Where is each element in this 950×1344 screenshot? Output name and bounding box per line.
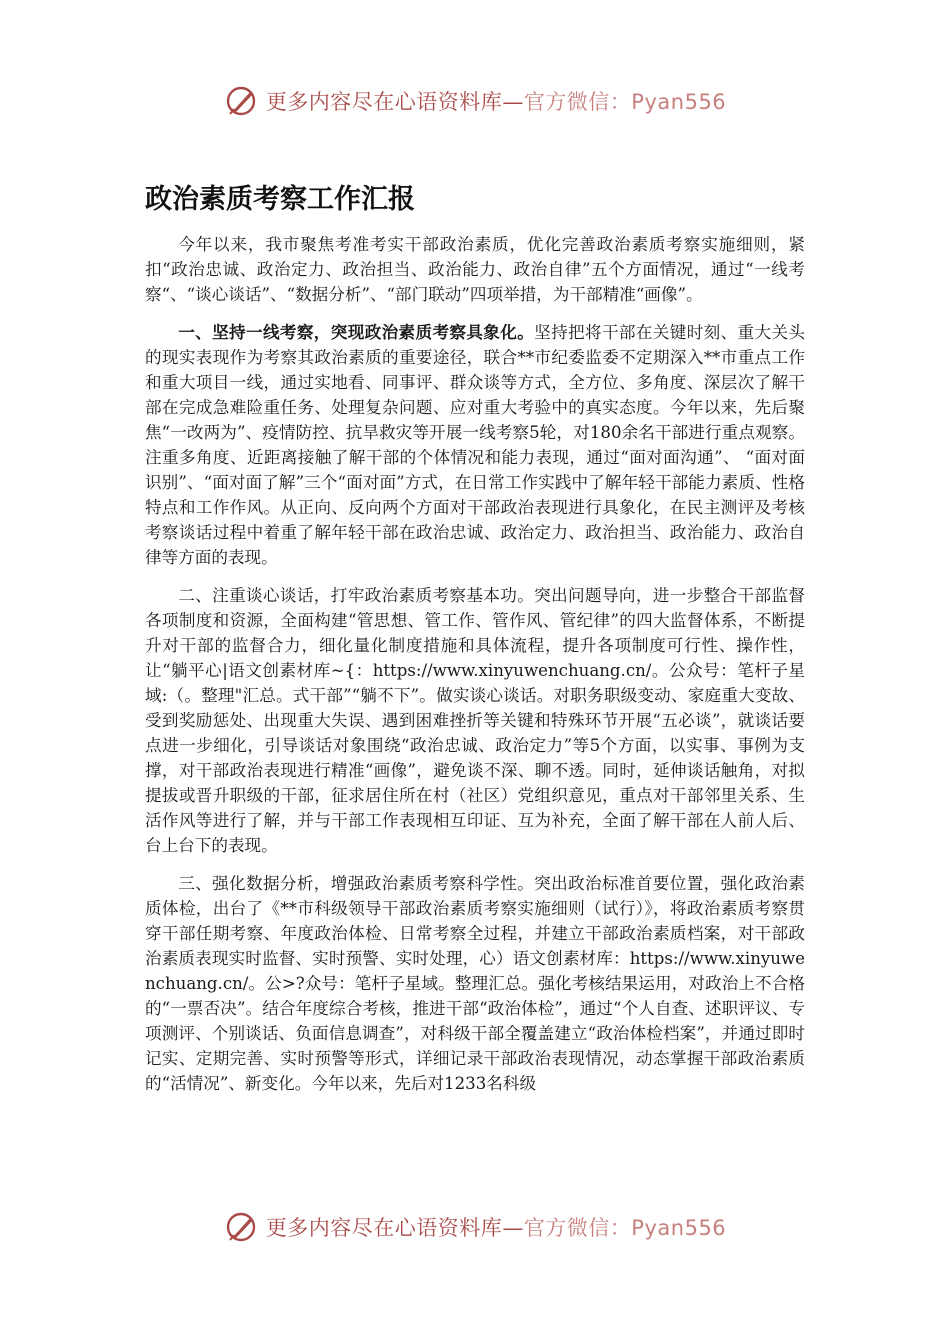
- banner-text: 更多内容尽在心语资料库—官方微信：Pyan556: [265, 90, 727, 114]
- document-title: 政治素质考察工作汇报: [145, 184, 415, 215]
- body-paragraph-section-3: 三、强化数据分析，增强政治素质考察科学性。突出政治标准首要位置，强化政治素质体检，出台了《**市科级领导干部政治素质考察实施细则（试行）》，将政治素质考察贯穿干部任期考察、年度政治体检、日常考察全过程，并建立干部政治素质档案，对干部政治素质表现实时监督、实时预警、实时处理，心）语文创素材库：https://www.xinyuwenchuang.cn/。公>?众号：笔杆子星域。整理汇总。强化考核结果运用，对政治上不合格的“一票否决”。结合年度综合考核，推进干部“政治体检”，通过“个人自查、述职评议、专项测评、个别谈话、负面信息调查”，对科级干部全覆盖建立“政治体检档案”，并通过即时记实、定期完善、实时预警等形式，详细记录干部政治表现情况，动态掌握干部政治素质的“活情况”、新变化。今年以来，先后对1233名科级: [145, 874, 805, 1093]
- banner-text: 更多内容尽在心语资料库—官方微信：Pyan556: [265, 1216, 727, 1240]
- body-paragraph-intro: 今年以来，我市聚焦考准考实干部政治素质，优化完善政治素质考察实施细则，紧扣“政治忠诚、政治定力、政治担当、政治能力、政治自律”五个方面情况，通过“一线考察“、“谈心谈话”、“数据分析”、“部门联动”四项举措，为干部精准“画像”。: [145, 235, 805, 304]
- footer-watermark-banner: [0, 1210, 950, 1244]
- body-paragraph-section-2: 二、注重谈心谈话，打牢政治素质考察基本功。突出问题导向，进一步整合干部监督各项制度和资源，全面构建“管思想、管工作、管作风、管纪律”的四大监督体系，不断提升对干部的监督合力，细化量化制度措施和具体流程，提升各项制度可行性、操作性，让“躺平心|语文创素材库~{：https://www.xinyuwenchuang.cn/。公众号：笔杆子星域:（。整理"汇总。式干部”“躺不下”。做实谈心谈话。对职务职级变动、家庭重大变故、受到奖励惩处、出现重大失误、遇到困难挫折等关键和特殊环节开展“五必谈”，就谈话要点进一步细化，引导谈话对象围绕“政治忠诚、政治定力”等5个方面，以实事、事例为支撑，对干部政治表现进行精准“画像”，避免谈不深、聊不透。同时，延伸谈话触角，对拟提拔或晋升职级的干部，征求居住所在村（社区）党组织意见，重点对干部邻里关系、生活作风等进行了解，并与干部工作表现相互印证、互为补充，全面了解干部在人前人后、台上台下的表现。: [145, 586, 805, 855]
- quill-logo-icon: [224, 84, 258, 118]
- document-body: [145, 232, 805, 1109]
- section-1-heading: 一、坚持一线考察，突现政治素质考察具象化。: [178, 322, 535, 342]
- header-watermark-banner: [0, 84, 950, 118]
- quill-logo-icon: [224, 1210, 258, 1244]
- body-paragraph-section-1: 一、坚持一线考察，突现政治素质考察具象化。坚持把将干部在关键时刻、重大关头的现实表现作为考察其政治素质的重要途径，联合**市纪委监委不定期深入**市重点工作和重大项目一线，通过实地看、同事评、群众谈等方式，全方位、多角度、深层次了解干部在完成急难险重任务、处理复杂问题、应对重大考验中的真实态度。今年以来，先后聚焦“一改两为”、疫情防控、抗旱救灾等开展一线考察5轮，对180余名干部进行重点观察。注重多角度、近距离接触了解干部的个体情况和能力表现，通过“面对面沟通”、 “面对面识别”、“面对面了解”三个“面对面”方式，在日常工作实践中了解年轻干部能力素质、性格特点和工作作风。从正向、反向两个方面对干部政治表现进行具象化，在民主测评及考核考察谈话过程中着重了解年轻干部在政治忠诚、政治定力、政治担当、政治能力、政治自律等方面的表现。: [145, 322, 806, 567]
